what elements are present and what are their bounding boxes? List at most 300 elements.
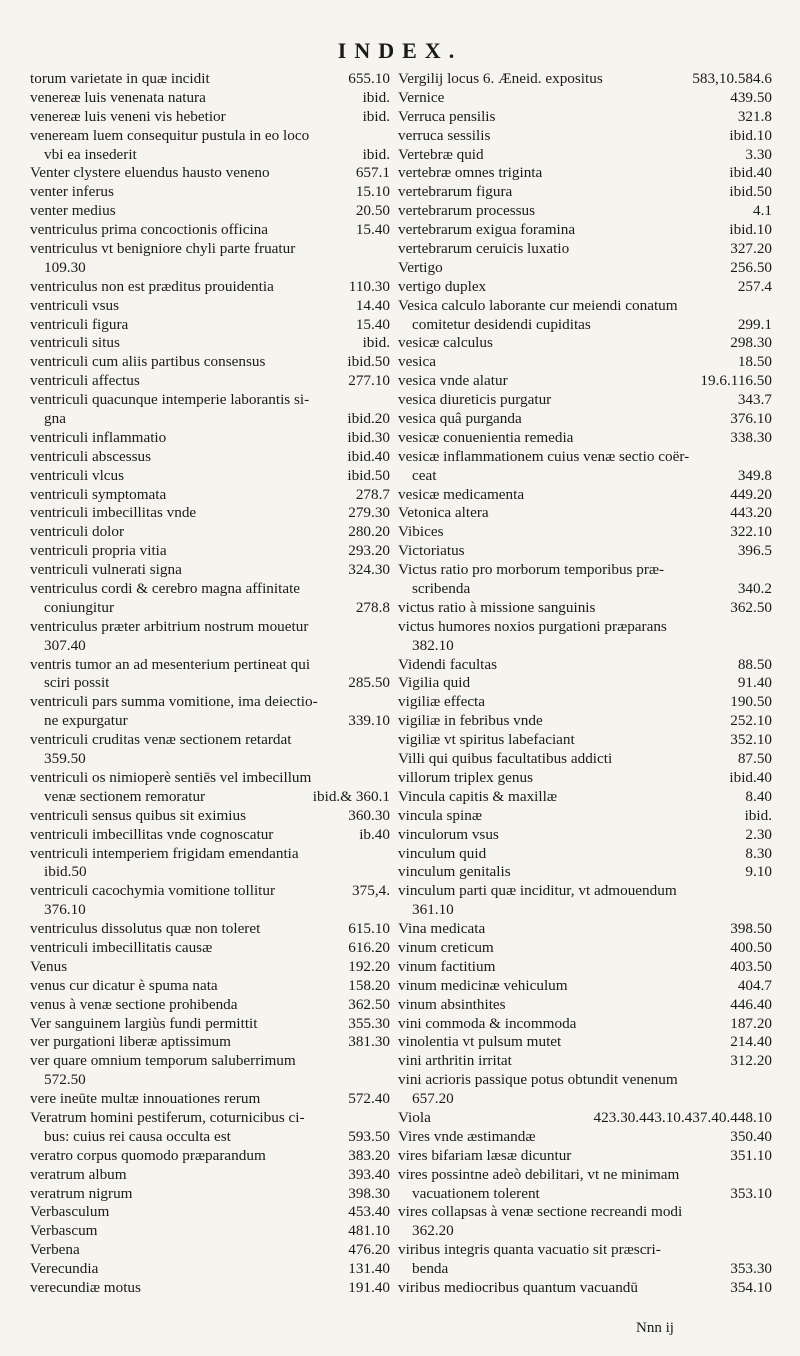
index-page-ref: 252.10 [730, 712, 772, 730]
index-term: Vertebræ quid [398, 145, 484, 163]
index-page-ref: 352.10 [730, 731, 772, 749]
index-page-ref: 280.20 [348, 523, 390, 541]
index-page-ref: 583,10.584.6 [692, 70, 772, 87]
index-term: Videndi facultas [398, 655, 498, 673]
index-term: vires possintne adeò debilitari, vt ne minimam [398, 1165, 680, 1183]
index-entry [30, 391, 390, 410]
index-page-ref: 214.40 [730, 1033, 772, 1051]
index-term: benda [412, 1260, 449, 1278]
index-entry [398, 221, 772, 240]
index-entry [398, 750, 772, 769]
index-term: scribenda [412, 580, 471, 598]
index-entry [30, 675, 390, 694]
index-entry [30, 486, 390, 505]
index-page-ref: 338.30 [730, 428, 772, 446]
index-entry [398, 1241, 772, 1260]
index-entry [30, 1241, 390, 1260]
index-entry [30, 863, 390, 882]
index-entry [398, 958, 772, 977]
index-entry [30, 618, 390, 637]
index-entry [398, 504, 772, 523]
index-entry [30, 769, 390, 788]
index-entry [30, 448, 390, 467]
index-entry [30, 901, 390, 920]
index-term: bus: cuius rei causa occulta est [44, 1127, 231, 1145]
index-page-ref: 593.50 [348, 1127, 390, 1145]
index-entry [398, 127, 772, 146]
index-entry [30, 958, 390, 977]
index-entry [30, 89, 390, 108]
index-entry [398, 1015, 772, 1034]
index-term: vinculum parti quæ inciditur, vt admouendum [398, 882, 677, 900]
index-term: venus cur dicatur è spuma nata [30, 976, 218, 994]
index-entry [30, 372, 390, 391]
index-entry [398, 845, 772, 864]
index-entry [398, 146, 772, 165]
index-entry [398, 391, 772, 410]
index-entry [398, 1071, 772, 1090]
index-page-ref: ibid.40 [347, 447, 390, 465]
index-term: ventriculi pars summa vomitione, ima deiectio- [30, 693, 318, 711]
index-page-ref: 349.8 [737, 466, 772, 484]
index-entry [30, 504, 390, 523]
index-page-ref: 403.50 [730, 957, 772, 975]
index-page-ref: 278.7 [355, 485, 390, 503]
index-page-ref: 351.10 [730, 1146, 772, 1164]
index-term: 382.10 [412, 636, 454, 654]
index-entry [398, 410, 772, 429]
index-entry [398, 70, 772, 89]
index-term: venereæ luis venenata natura [30, 88, 206, 106]
index-entry [398, 901, 772, 920]
index-term: ventriculi imbecillitas vnde cognoscatur [30, 825, 274, 843]
index-term: vertebrarum processus [398, 202, 536, 220]
index-entry [30, 750, 390, 769]
index-entry [398, 202, 772, 221]
index-entry [30, 127, 390, 146]
index-term: ventris tumor an ad mesenterium pertineat qui [30, 655, 311, 673]
index-term: ventriculi intemperiem frigidam emendantia [30, 844, 299, 862]
index-entry [398, 807, 772, 826]
index-term: 359.50 [44, 750, 86, 768]
index-entry [398, 164, 772, 183]
index-page-ref: ib.40 [359, 825, 390, 843]
index-entry [30, 826, 390, 845]
index-term: coniungitur [44, 598, 115, 616]
index-term: vigiliæ vt spiritus labefaciant [398, 731, 575, 749]
index-term: vesicæ calculus [398, 334, 493, 352]
index-term: vini commoda & incommoda [398, 1014, 577, 1032]
index-term: Vesica calculo laborante cur meiendi conatum [398, 296, 678, 314]
index-page-ref: ibid.10 [729, 221, 772, 239]
index-term: ventriculus dissolutus quæ non toleret [30, 920, 261, 938]
index-term: Vetonica altera [398, 504, 489, 522]
index-page-ref: 19.6.116.50 [700, 372, 772, 390]
index-term: vesica [398, 353, 436, 371]
index-term: vere ineūte multæ innouationes rerum [30, 1090, 261, 1108]
index-term: vinculorum vsus [398, 825, 499, 843]
index-term: 109.30 [44, 258, 86, 276]
index-entry [398, 183, 772, 202]
index-term: Venter clystere eluendus hausto veneno [30, 164, 270, 182]
index-term: Victoriatus [398, 542, 465, 560]
index-entry [398, 89, 772, 108]
index-page-ref: 4.1 [753, 202, 772, 220]
index-term: Vires vnde æstimandæ [398, 1127, 536, 1145]
index-term: vinum creticum [398, 938, 494, 956]
index-entry [30, 693, 390, 712]
index-term: ventriculi symptomata [30, 485, 167, 503]
index-page-ref: 257.4 [737, 277, 772, 295]
index-entry [398, 297, 772, 316]
signature-mark: Nnn ij [636, 1320, 674, 1336]
index-term: Verbasculum [30, 1203, 110, 1221]
index-page-ref: 321.8 [737, 107, 772, 125]
index-entry [30, 807, 390, 826]
index-page-ref: 396.5 [737, 542, 772, 560]
index-term: vesicæ conuenientia remedia [398, 428, 574, 446]
index-page-ref: 353.10 [730, 1184, 772, 1202]
index-page-ref: ibid. [362, 334, 390, 352]
index-entry [398, 1279, 772, 1298]
index-entry [30, 297, 390, 316]
index-term: viribus integris quanta vacuatio sit præscri- [398, 1241, 661, 1259]
index-entry [30, 561, 390, 580]
index-page-ref: 327.20 [730, 240, 772, 257]
index-page-ref: 453.40 [348, 1203, 390, 1221]
index-entry [30, 542, 390, 561]
index-page-ref: 404.7 [737, 976, 772, 994]
index-page-ref: 381.30 [348, 1033, 390, 1051]
index-term: ceat [412, 466, 437, 484]
index-entry [30, 845, 390, 864]
index-term: ventriculus vt benigniore chyli parte fruatur [30, 240, 296, 257]
index-term: ventriculi propria vitia [30, 542, 167, 560]
index-page-ref: 362.50 [730, 598, 772, 616]
index-entry [398, 542, 772, 561]
index-entry [30, 410, 390, 429]
index-page-ref: 423.30.443.10.437.40.448.10 [593, 1108, 772, 1126]
index-term: victus humores noxios purgationi præparans [398, 617, 667, 635]
index-term: Vibices [398, 523, 444, 541]
index-term: vinum factitium [398, 957, 496, 975]
index-entry [30, 1279, 390, 1298]
index-page-ref: 481.10 [348, 1222, 390, 1240]
index-page-ref: ibid.20 [347, 410, 390, 428]
index-entry [30, 712, 390, 731]
index-entry [398, 920, 772, 939]
index-page-ref: 657.1 [355, 164, 390, 182]
index-term: ventriculi vlcus [30, 466, 125, 484]
index-page-ref: 398.30 [348, 1184, 390, 1202]
index-page-ref: ibid. [362, 145, 390, 163]
index-term: victus ratio à missione sanguinis [398, 598, 596, 616]
index-term: viribus mediocribus quantum vacuandū [398, 1279, 638, 1296]
index-page-ref: 616.20 [348, 938, 390, 956]
index-entry [30, 1147, 390, 1166]
index-term: ventriculi abscessus [30, 447, 152, 465]
index-entry [30, 467, 390, 486]
index-term: vertebrarum exigua foramina [398, 221, 576, 239]
index-page-ref: 256.50 [730, 258, 772, 276]
index-entry [398, 486, 772, 505]
index-term: Veratrum homini pestiferum, coturnicibus ci- [30, 1108, 305, 1126]
index-entry [398, 1052, 772, 1071]
index-term: villorum triplex genus [398, 768, 533, 786]
index-term: vesica vnde alatur [398, 372, 508, 390]
index-page-ref: 350.40 [730, 1127, 772, 1145]
index-entry [30, 183, 390, 202]
index-entry [398, 523, 772, 542]
index-page-ref: 15.40 [355, 221, 390, 239]
index-page-ref: 355.30 [348, 1014, 390, 1032]
index-entry [398, 1222, 772, 1241]
index-entry [398, 240, 772, 259]
index-entry [30, 1166, 390, 1185]
index-entry [398, 693, 772, 712]
index-entry [30, 788, 390, 807]
index-page-ref: 398.50 [730, 920, 772, 938]
index-term: Verruca pensilis [398, 107, 496, 125]
index-entry [398, 1166, 772, 1185]
index-page-ref: 449.20 [730, 485, 772, 503]
index-entry [398, 977, 772, 996]
index-entry [398, 278, 772, 297]
index-page-ref: 131.40 [348, 1260, 390, 1278]
index-page-ref: 383.20 [348, 1146, 390, 1164]
index-entry [398, 372, 772, 391]
index-term: verecundiæ motus [30, 1279, 141, 1296]
index-term: 361.10 [412, 901, 454, 919]
index-entry [30, 334, 390, 353]
index-entry [30, 599, 390, 618]
index-page-ref: 110.30 [348, 277, 390, 295]
index-entry [398, 353, 772, 372]
index-entry [30, 353, 390, 372]
index-term: ventriculi os nimioperè sentiēs vel imbecillum [30, 768, 312, 786]
index-entry [30, 920, 390, 939]
index-term: vertebræ omnes triginta [398, 164, 543, 182]
index-page-ref: 277.10 [348, 372, 390, 390]
index-term: Vernice [398, 88, 445, 106]
index-entry [30, 278, 390, 297]
index-page-ref: 572.40 [348, 1090, 390, 1108]
index-page-ref: 615.10 [348, 920, 390, 938]
index-term: ventriculi vulnerati signa [30, 561, 182, 579]
index-page-ref: 192.20 [348, 957, 390, 975]
index-page-ref: 360.30 [348, 806, 390, 824]
index-entry [30, 164, 390, 183]
index-page-ref: 443.20 [730, 504, 772, 522]
index-page-ref: 20.50 [355, 202, 390, 220]
index-page-ref: ibid.50 [347, 353, 390, 371]
index-page-ref: 343.7 [737, 391, 772, 409]
index-term: ibid.50 [44, 863, 87, 881]
index-page-ref: 340.2 [737, 580, 772, 598]
index-entry [398, 448, 772, 467]
index-entry [398, 863, 772, 882]
index-term: Venus [30, 957, 68, 975]
index-page-ref: 324.30 [348, 561, 390, 579]
index-term: vesica diureticis purgatur [398, 391, 552, 409]
index-term: ventriculi imbecillitatis causæ [30, 938, 213, 956]
index-entry [398, 599, 772, 618]
index-page-ref: 8.40 [745, 787, 772, 805]
index-entry [398, 618, 772, 637]
index-entry [398, 882, 772, 901]
index-page-ref: 14.40 [355, 296, 390, 314]
index-term: 657.20 [412, 1090, 454, 1108]
index-page-ref: 312.20 [730, 1052, 772, 1070]
index-page-ref: 446.40 [730, 995, 772, 1013]
index-entry [398, 259, 772, 278]
index-entry [398, 1185, 772, 1204]
index-page-ref: 439.50 [730, 88, 772, 106]
index-term: Vincula capitis & maxillæ [398, 787, 557, 805]
index-page-ref: ibid. [362, 88, 390, 106]
index-page-ref: 375,4. [352, 882, 390, 900]
index-entry [398, 1090, 772, 1109]
index-page-ref: 299.1 [737, 315, 772, 333]
index-entry [30, 1109, 390, 1128]
index-entry [30, 259, 390, 278]
index-page-ref: 158.20 [348, 976, 390, 994]
index-page-ref: 91.40 [737, 674, 772, 692]
index-page-ref: ibid. [744, 806, 772, 824]
index-term: vacuationem tolerent [412, 1184, 540, 1202]
index-entry [30, 240, 390, 259]
index-term: ventriculi inflammatio [30, 428, 167, 446]
index-term: Verbascum [30, 1222, 98, 1240]
index-column-right [398, 70, 772, 1298]
index-entry [30, 1222, 390, 1241]
index-entry [398, 580, 772, 599]
index-term: vesicæ inflammationem cuius venæ sectio coër- [398, 447, 690, 465]
index-entry [398, 788, 772, 807]
index-entry [398, 108, 772, 127]
index-page-ref: 376.10 [730, 410, 772, 428]
index-page-ref: 655.10 [348, 70, 390, 87]
index-term: sciri possit [44, 674, 110, 692]
index-term: vinculum quid [398, 844, 487, 862]
index-term: ventriculi imbecillitas vnde [30, 504, 197, 522]
index-entry [30, 202, 390, 221]
index-page-ref: 285.50 [348, 674, 390, 692]
index-term: verruca sessilis [398, 126, 491, 144]
index-term: ventriculi sensus quibus sit eximius [30, 806, 246, 824]
index-term: Vina medicata [398, 920, 486, 938]
index-term: Viola [398, 1108, 431, 1126]
index-term: vbi ea insederit [44, 145, 137, 163]
index-page-ref: ibid.10 [729, 126, 772, 144]
index-term: venæ sectionem remoratur [44, 787, 206, 805]
index-entry [398, 467, 772, 486]
index-entry [30, 1033, 390, 1052]
index-term: Verbena [30, 1241, 80, 1259]
index-term: vesica quâ purganda [398, 410, 522, 428]
index-entry [398, 637, 772, 656]
index-entry [398, 656, 772, 675]
index-term: vertigo duplex [398, 277, 487, 295]
index-entry [398, 769, 772, 788]
index-term: veratrum album [30, 1165, 127, 1183]
index-entry [30, 221, 390, 240]
index-page-ref: 191.40 [348, 1279, 390, 1296]
index-term: gna [44, 410, 66, 428]
index-entry [30, 1071, 390, 1090]
index-entry [30, 1052, 390, 1071]
index-entry [30, 731, 390, 750]
index-term: vini arthritin irritat [398, 1052, 512, 1070]
index-term: veneream luem consequitur pustula in eo loco [30, 126, 310, 144]
index-term: vincula spinæ [398, 806, 482, 824]
index-term: 572.50 [44, 1071, 86, 1089]
index-entry [398, 1109, 772, 1128]
index-term: ventriculus cordi & cerebro magna affinitate [30, 580, 301, 598]
index-term: vinolentia vt pulsum mutet [398, 1033, 562, 1051]
index-entry [30, 637, 390, 656]
index-page-ref: ibid.40 [729, 768, 772, 786]
index-term: 307.40 [44, 636, 86, 654]
index-term: Vertigo [398, 258, 443, 276]
index-page-ref: 353.30 [730, 1260, 772, 1278]
index-entry [398, 675, 772, 694]
index-term: vesicæ medicamenta [398, 485, 525, 503]
index-entry [398, 316, 772, 335]
index-page-ref: 3.30 [745, 145, 772, 163]
index-page-ref: 87.50 [737, 750, 772, 768]
index-term: comitetur desidendi cupiditas [412, 315, 591, 333]
index-entry [398, 334, 772, 353]
index-page-ref: ibid.& 360.1 [312, 787, 390, 805]
index-term: ver purgationi liberæ aptissimum [30, 1033, 231, 1051]
index-entry [398, 996, 772, 1015]
index-page-ref: 15.10 [355, 183, 390, 201]
index-page-ref: 8.30 [745, 844, 772, 862]
index-page-ref: 298.30 [730, 334, 772, 352]
index-entry [30, 1203, 390, 1222]
index-term: vigiliæ in febribus vnde [398, 712, 543, 730]
index-term: ventriculus præter arbitrium nostrum mouetur [30, 617, 309, 635]
index-page-ref: 187.20 [730, 1014, 772, 1032]
index-page-ref: 9.10 [745, 863, 772, 881]
index-entry [30, 656, 390, 675]
index-entry [30, 996, 390, 1015]
index-entry [398, 939, 772, 958]
index-entry [398, 1260, 772, 1279]
index-term: torum varietate in quæ incidit [30, 70, 210, 87]
index-term: ventriculi figura [30, 315, 129, 333]
index-term: vertebrarum figura [398, 183, 513, 201]
index-page-ref: ibid.50 [729, 183, 772, 201]
index-term: ventriculi cacochymia vomitione tollitur [30, 882, 276, 900]
index-entry [30, 580, 390, 599]
index-term: Ver sanguinem largiùs fundi permittit [30, 1014, 258, 1032]
index-entry [398, 1203, 772, 1222]
index-term: vertebrarum ceruicis luxatio [398, 240, 570, 257]
index-term: venter inferus [30, 183, 114, 201]
index-entry [30, 523, 390, 542]
index-entry [30, 939, 390, 958]
index-page-ref: 88.50 [737, 655, 772, 673]
index-page-ref: 354.10 [730, 1279, 772, 1296]
index-entry [30, 977, 390, 996]
index-page-ref: 15.40 [355, 315, 390, 333]
index-entry [30, 1015, 390, 1034]
index-page-ref: 322.10 [730, 523, 772, 541]
index-term: ventriculi dolor [30, 523, 125, 541]
index-term: venter medius [30, 202, 116, 220]
